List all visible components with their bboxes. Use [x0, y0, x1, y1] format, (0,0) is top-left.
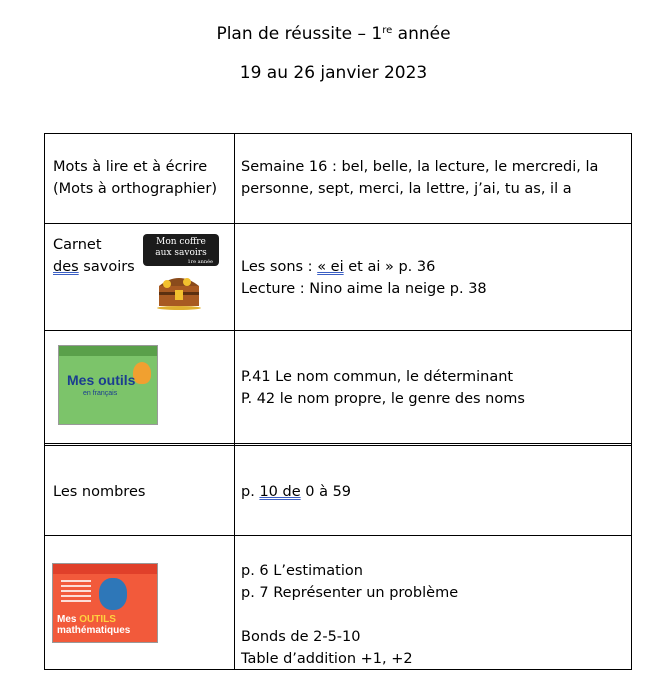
- treasure-chest-icon: [155, 268, 203, 310]
- mes-outils-math-cover: Mes OUTILS mathématiques: [52, 563, 158, 643]
- carnet-label: Carnet des savoirs: [53, 237, 135, 275]
- nombres-content: p. 10 de 0 à 59: [241, 484, 352, 500]
- mots-content: Semaine 16 : bel, belle, la lecture, le mercredi, la personne, sept, merci, la lettre, j’ai, tu as, il a: [241, 159, 599, 197]
- outils-francais-content: P.41 Le nom commun, le déterminant P. 42 le nom propre, le genre des noms: [241, 369, 525, 407]
- row-divider: [45, 330, 631, 331]
- outils-math-content: p. 6 L’estimation p. 7 Représenter un problème Bonds de 2-5-10 Table d’addition +1, +2: [241, 563, 459, 667]
- mes-outils-francais-cover: Mes outils en français: [58, 345, 158, 425]
- row-divider: [45, 223, 631, 224]
- row-divider: [45, 535, 631, 536]
- page-title: Plan de réussite – 1re année: [216, 24, 451, 44]
- carnet-content: Les sons : « ei et ai » p. 36 Lecture : Nino aime la neige p. 38: [241, 259, 487, 297]
- page-dates: 19 au 26 janvier 2023: [239, 63, 428, 83]
- mots-label: Mots à lire et à écrire (Mots à orthographier): [53, 159, 217, 197]
- treasure-chest-logo: Mon coffre aux savoirs 1re année: [143, 234, 219, 316]
- column-divider: [234, 134, 235, 669]
- owl-mascot-icon: [99, 578, 127, 610]
- double-row-divider: [45, 443, 631, 446]
- nombres-label: Les nombres: [53, 484, 146, 500]
- mascot-icon: [133, 362, 151, 384]
